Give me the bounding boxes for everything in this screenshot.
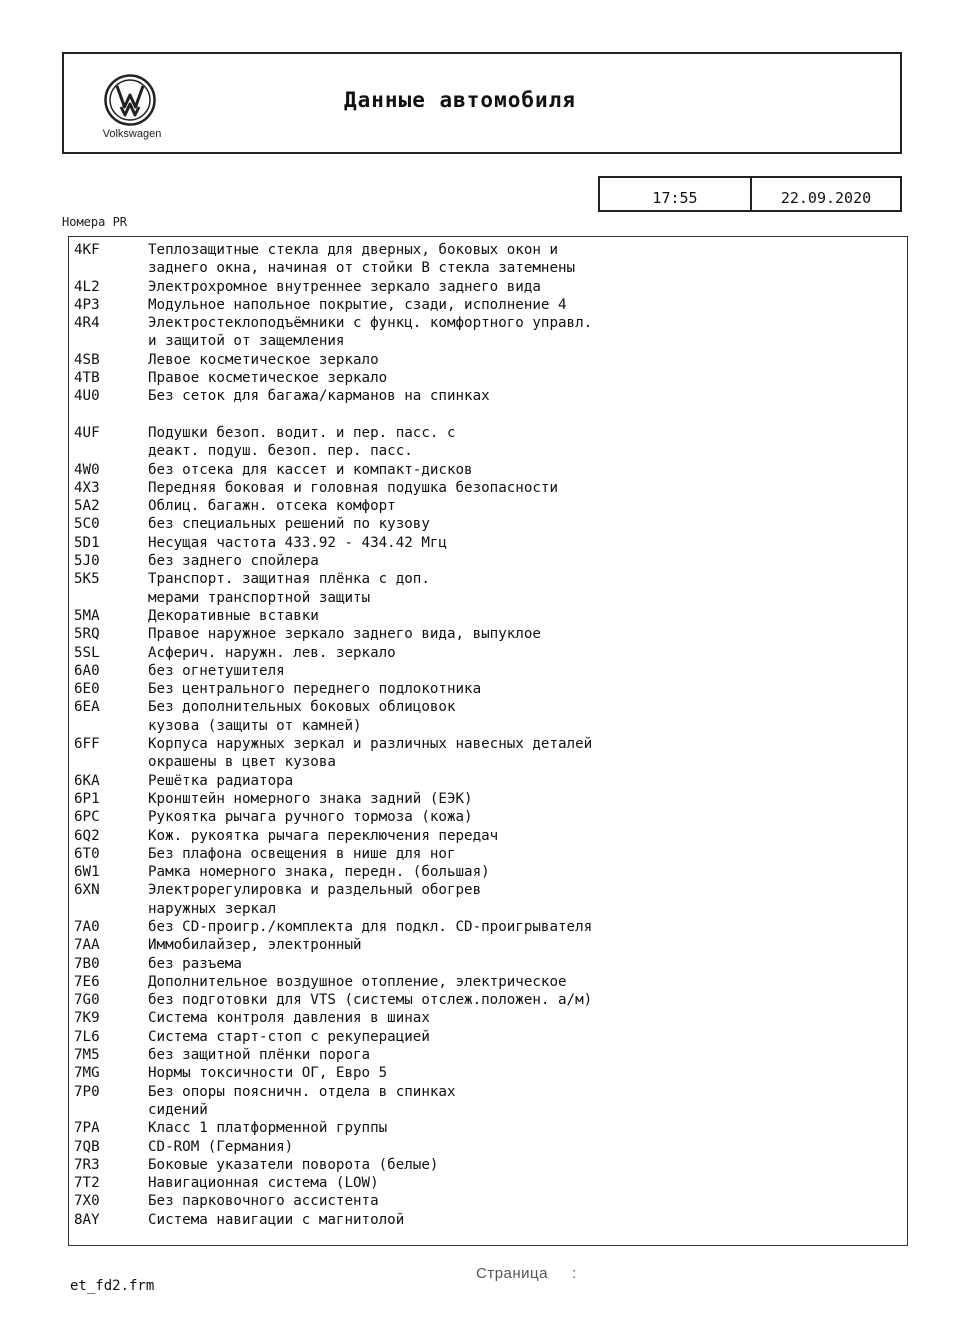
datetime-box <box>598 176 902 212</box>
list-item <box>69 1064 907 1082</box>
pr-description: заднего окна, начиная от стойки B стекла затемнены <box>148 260 576 277</box>
list-item <box>69 1156 907 1174</box>
list-item <box>69 973 907 991</box>
list-item <box>69 278 907 296</box>
list-item <box>69 936 907 954</box>
pr-code: 8AY <box>74 1211 100 1228</box>
pr-description: без защитной плёнки порога <box>148 1047 371 1064</box>
pr-code <box>69 442 148 460</box>
pr-code: 4SB <box>74 351 100 368</box>
pr-code: 4L2 <box>74 278 100 295</box>
pr-code: 6W1 <box>74 864 100 881</box>
pr-code: 4UF <box>74 424 100 441</box>
pr-code: 7G0 <box>74 992 100 1009</box>
pr-description: Декоративные вставки <box>148 607 319 624</box>
pr-description: Без дополнительных боковых облицовок <box>148 699 456 716</box>
pr-code: 5RQ <box>74 626 100 643</box>
list-item <box>69 845 907 863</box>
pr-code: 6PC <box>74 809 100 826</box>
pr-codes-list <box>68 236 908 1246</box>
list-item <box>69 863 907 881</box>
list-item <box>69 753 907 771</box>
pr-description: Иммобилайзер, электронный <box>148 937 362 954</box>
pr-code <box>69 1101 148 1119</box>
list-item <box>69 790 907 808</box>
list-item <box>69 1192 907 1210</box>
pr-code: 7MG <box>74 1065 100 1082</box>
list-item <box>69 442 907 460</box>
list-item <box>69 259 907 277</box>
pr-description: Кронштейн номерного знака задний (ЕЭК) <box>148 790 473 807</box>
pr-code: 4W0 <box>74 461 100 478</box>
list-item <box>69 424 907 442</box>
pr-description: Кож. рукоятка рычага переключения передач <box>148 827 499 844</box>
list-item <box>69 387 907 405</box>
pr-description: наружных зеркал <box>148 900 277 917</box>
pr-description: Нормы токсичности ОГ, Евро 5 <box>148 1065 388 1082</box>
pr-description: деакт. подуш. безоп. пер. пасс. <box>148 443 413 460</box>
pr-code: 7P0 <box>74 1083 100 1100</box>
pr-code <box>69 717 148 735</box>
pr-description: без специальных решений по кузову <box>148 516 430 533</box>
list-item <box>69 332 907 350</box>
pr-description: и защитой от защемления <box>148 333 345 350</box>
pr-description: Правое косметическое зеркало <box>148 370 388 387</box>
time-value: 17:55 <box>600 178 752 210</box>
pr-description: Рукоятка рычага ручного тормоза (кожа) <box>148 809 473 826</box>
pr-code: 4U0 <box>74 388 100 405</box>
list-item <box>69 461 907 479</box>
footer-page <box>476 1265 577 1282</box>
pr-code: 6A0 <box>74 662 100 679</box>
pr-code: 5MA <box>74 607 100 624</box>
list-item <box>69 479 907 497</box>
list-item <box>69 918 907 936</box>
pr-description: Система навигации с магнитолой <box>148 1211 405 1228</box>
page-title: Данные автомобиля <box>344 88 576 112</box>
pr-code: 7E6 <box>74 973 100 990</box>
pr-description: Модульное напольное покрытие, сзади, исполнение 4 <box>148 296 567 313</box>
pr-code: 4R4 <box>74 315 100 332</box>
pr-code: 6XN <box>74 882 100 899</box>
pr-description: Без плафона освещения в нише для ног <box>148 845 456 862</box>
list-item <box>69 808 907 826</box>
list-item <box>69 698 907 716</box>
list-item <box>69 1119 907 1137</box>
pr-description: CD-ROM (Германия) <box>148 1138 294 1155</box>
list-item <box>69 717 907 735</box>
volkswagen-logo-icon <box>104 74 156 126</box>
pr-code: 7A0 <box>74 918 100 935</box>
list-item <box>69 1211 907 1229</box>
list-item <box>69 1083 907 1101</box>
page-separator: : <box>571 1265 577 1282</box>
pr-code <box>69 332 148 350</box>
pr-code: 7AA <box>74 937 100 954</box>
pr-code <box>69 259 148 277</box>
pr-description: мерами транспортной защиты <box>148 589 371 606</box>
list-item <box>69 900 907 918</box>
list-item <box>69 552 907 570</box>
pr-code: 5D1 <box>74 534 100 551</box>
brand-name: Volkswagen <box>102 128 162 140</box>
pr-code <box>69 900 148 918</box>
pr-code: 7QB <box>74 1138 100 1155</box>
list-item <box>69 1138 907 1156</box>
list-item <box>69 351 907 369</box>
pr-description: Электрохромное внутреннее зеркало заднего вида <box>148 278 541 295</box>
list-item <box>69 296 907 314</box>
pr-code: 6Q2 <box>74 827 100 844</box>
list-item <box>69 662 907 680</box>
list-item <box>69 1046 907 1064</box>
list-item <box>69 534 907 552</box>
pr-codes-rows <box>69 241 907 1229</box>
pr-description: Система старт-стоп с рекуперацией <box>148 1028 430 1045</box>
list-item <box>69 881 907 899</box>
pr-code: 6EA <box>74 699 100 716</box>
pr-code: 4TB <box>74 370 100 387</box>
list-item <box>69 1009 907 1027</box>
pr-description: Электрорегулировка и раздельный обогрев <box>148 882 482 899</box>
pr-description: Без центрального переднего подлокотника <box>148 681 482 698</box>
pr-description: без подготовки для VTS (системы отслеж.положен. а/м) <box>148 992 593 1009</box>
pr-code: 6E0 <box>74 681 100 698</box>
pr-description: без огнетушителя <box>148 662 285 679</box>
section-label: Номера PR <box>62 215 128 229</box>
pr-code: 7PA <box>74 1120 100 1137</box>
pr-description: кузова (защиты от камней) <box>148 717 362 734</box>
pr-description: окрашены в цвет кузова <box>148 754 336 771</box>
list-item <box>69 772 907 790</box>
pr-description: Боковые указатели поворота (белые) <box>148 1156 439 1173</box>
pr-description: Левое косметическое зеркало <box>148 351 379 368</box>
pr-code: 5SL <box>74 644 100 661</box>
list-item <box>69 497 907 515</box>
pr-description: Класс 1 платформенной группы <box>148 1120 388 1137</box>
pr-description: без заднего спойлера <box>148 553 319 570</box>
pr-code: 7L6 <box>74 1028 100 1045</box>
pr-description: без разъема <box>148 955 242 972</box>
list-item <box>69 570 907 588</box>
pr-description: Без сеток для багажа/карманов на спинках <box>148 388 490 405</box>
pr-description: Рамка номерного знака, передн. (большая) <box>148 864 490 881</box>
list-item <box>69 515 907 533</box>
pr-code <box>69 753 148 771</box>
list-item <box>69 607 907 625</box>
pr-description: Без опоры поясничн. отдела в спинках <box>148 1083 456 1100</box>
pr-description: Дополнительное воздушное отопление, электрическое <box>148 973 567 990</box>
list-item <box>69 644 907 662</box>
pr-code: 5A2 <box>74 498 100 515</box>
pr-description: Корпуса наружных зеркал и различных навесных деталей <box>148 736 593 753</box>
list-item <box>69 369 907 387</box>
pr-description: Передняя боковая и головная подушка безопасности <box>148 479 558 496</box>
list-item <box>69 241 907 259</box>
list-item <box>69 625 907 643</box>
footer-filename: et_fd2.frm <box>70 1278 155 1294</box>
pr-description: Правое наружное зеркало заднего вида, выпуклое <box>148 626 541 643</box>
pr-description: Система контроля давления в шинах <box>148 1010 430 1027</box>
pr-code <box>69 589 148 607</box>
list-item <box>69 1174 907 1192</box>
list-gap <box>69 406 907 424</box>
list-item <box>69 991 907 1009</box>
pr-description: Облиц. багажн. отсека комфорт <box>148 498 396 515</box>
pr-code: 5C0 <box>74 516 100 533</box>
list-item <box>69 1028 907 1046</box>
list-item <box>69 955 907 973</box>
pr-code: 4KF <box>74 242 100 258</box>
pr-code: 4P3 <box>74 296 100 313</box>
pr-description: Подушки безоп. водит. и пер. пасс. с <box>148 424 456 441</box>
pr-description: Асферич. наружн. лев. зеркало <box>148 644 396 661</box>
pr-code: 7B0 <box>74 955 100 972</box>
pr-code: 6KA <box>74 772 100 789</box>
pr-description: Теплозащитные стекла для дверных, боковых окон и <box>148 242 558 258</box>
pr-code: 5K5 <box>74 571 100 588</box>
list-item <box>69 735 907 753</box>
pr-description: без отсека для кассет и компакт-дисков <box>148 461 473 478</box>
list-item <box>69 1101 907 1119</box>
pr-code: 7R3 <box>74 1156 100 1173</box>
pr-description: сидений <box>148 1101 208 1118</box>
pr-code: 6T0 <box>74 845 100 862</box>
pr-code: 5J0 <box>74 553 100 570</box>
pr-description: Без парковочного ассистента <box>148 1193 379 1210</box>
pr-code: 6FF <box>74 736 100 753</box>
date-value: 22.09.2020 <box>780 189 872 207</box>
page-label: Страница <box>476 1265 548 1282</box>
pr-description: Транспорт. защитная плёнка с доп. <box>148 571 430 588</box>
pr-code: 6P1 <box>74 790 100 807</box>
pr-code: 7X0 <box>74 1193 100 1210</box>
pr-code: 7K9 <box>74 1010 100 1027</box>
pr-code: 7T2 <box>74 1175 100 1192</box>
pr-code: 4X3 <box>74 479 100 496</box>
pr-description: Несущая частота 433.92 - 434.42 Мгц <box>148 534 447 551</box>
list-item <box>69 314 907 332</box>
pr-description: Электростеклоподъёмники с функц. комфортного управл. <box>148 315 593 332</box>
document-header <box>62 52 902 154</box>
pr-description: Решётка радиатора <box>148 772 294 789</box>
list-item <box>69 680 907 698</box>
pr-description: без CD-проигр./комплекта для подкл. CD-проигрывателя <box>148 918 593 935</box>
pr-code: 7M5 <box>74 1047 100 1064</box>
pr-description: Навигационная система (LOW) <box>148 1175 379 1192</box>
list-item <box>69 589 907 607</box>
list-item <box>69 827 907 845</box>
